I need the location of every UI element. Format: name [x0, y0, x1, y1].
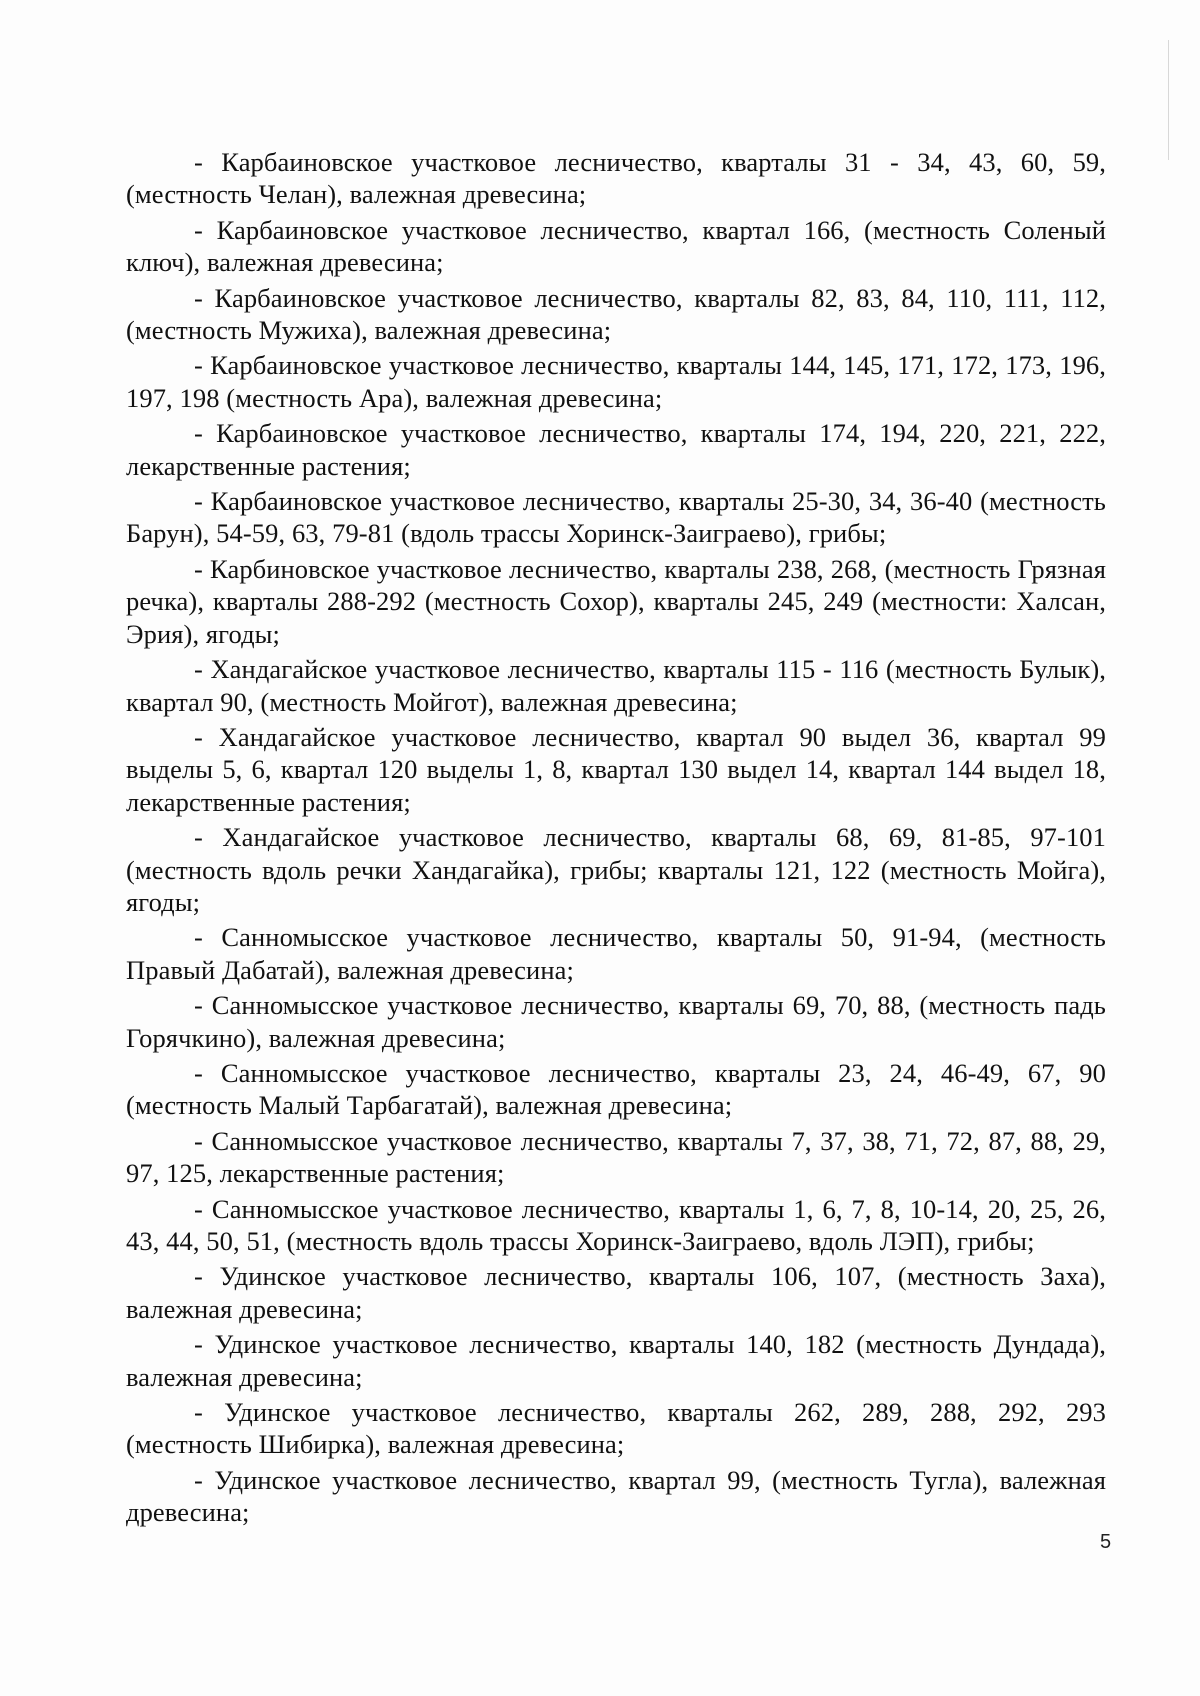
paragraph-7: - Карбиновское участковое лесничество, кварталы 238, 268, (местность Грязная речка), кварталы 288-292 (местность Сохор), кварталы 245, 249 (местности: Халсан, Эрия), ягоды;	[126, 553, 1106, 649]
paragraph-8: - Хандагайское участковое лесничество, кварталы 115 - 116 (местность Булык), квартал 90, (местность Мойгот), валежная древесина;	[126, 654, 1106, 717]
paragraph-13: - Санномысское участковое лесничество, кварталы 23, 24, 46-49, 67, 90 (местность Малый Тарбагатай), валежная древесина;	[126, 1057, 1106, 1121]
paragraph-2: - Карбаиновское участковое лесничество, квартал 166, (местность Соленый ключ), валежная древесина;	[126, 214, 1106, 278]
paragraph-19: - Удинское участковое лесничество, квартал 99, (местность Тугла), валежная древесина;	[126, 1464, 1106, 1528]
paragraph-11: - Санномысское участковое лесничество, кварталы 50, 91-94, (местность Правый Дабатай), валежная древесина;	[126, 922, 1106, 985]
paragraph-14: - Санномысское участковое лесничество, кварталы 7, 37, 38, 71, 72, 87, 88, 29, 97, 125, лекарственные растения;	[126, 1125, 1106, 1189]
paragraph-15: - Санномысское участковое лесничество, кварталы 1, 6, 7, 8, 10-14, 20, 25, 26, 43, 44, 50, 51, (местность вдоль трассы Хоринск-Заиграево, вдоль ЛЭП), грибы;	[126, 1193, 1106, 1256]
paragraph-16: - Удинское участковое лесничество, кварталы 106, 107, (местность Заха), валежная древесина;	[126, 1261, 1106, 1324]
paragraph-10: - Хандагайское участковое лесничество, кварталы 68, 69, 81-85, 97-101 (местность вдоль речки Хандагайка), грибы; кварталы 121, 122 (местность Мойга), ягоды;	[126, 822, 1106, 917]
document-body	[126, 146, 1106, 1532]
paragraph-1: - Карбаиновское участковое лесничество, кварталы 31 - 34, 43, 60, 59, (местность Челан), валежная древесина;	[126, 147, 1106, 210]
scan-edge-mark	[1168, 40, 1169, 160]
page-number: 5	[1100, 1531, 1112, 1553]
paragraph-18: - Удинское участковое лесничество, кварталы 262, 289, 288, 292, 293 (местность Шибирка), валежная древесина;	[126, 1397, 1106, 1460]
paragraph-6: - Карбаиновское участковое лесничество, кварталы 25-30, 34, 36-40 (местность Барун), 54-59, 63, 79-81 (вдоль трассы Хоринск-Заиграево), грибы;	[126, 486, 1106, 549]
paragraph-3: - Карбаиновское участковое лесничество, кварталы 82, 83, 84, 110, 111, 112, (местность Мужиха), валежная древесина;	[126, 282, 1106, 346]
paragraph-12: - Санномысское участковое лесничество, кварталы 69, 70, 88, (местность падь Горячкино), валежная древесина;	[126, 990, 1106, 1053]
paragraph-5: - Карбаиновское участковое лесничество, кварталы 174, 194, 220, 221, 222, лекарственные растения;	[126, 418, 1106, 481]
paragraph-4: - Карбаиновское участковое лесничество, кварталы 144, 145, 171, 172, 173, 196, 197, 198 (местность Ара), валежная древесина;	[126, 350, 1106, 413]
paragraph-9: - Хандагайское участковое лесничество, квартал 90 выдел 36, квартал 99 выделы 5, 6, квартал 120 выделы 1, 8, квартал 130 выдел 14, квартал 144 выдел 18, лекарственные растения;	[126, 721, 1106, 817]
paragraph-17: - Удинское участковое лесничество, кварталы 140, 182 (местность Дундада), валежная древесина;	[126, 1329, 1106, 1392]
